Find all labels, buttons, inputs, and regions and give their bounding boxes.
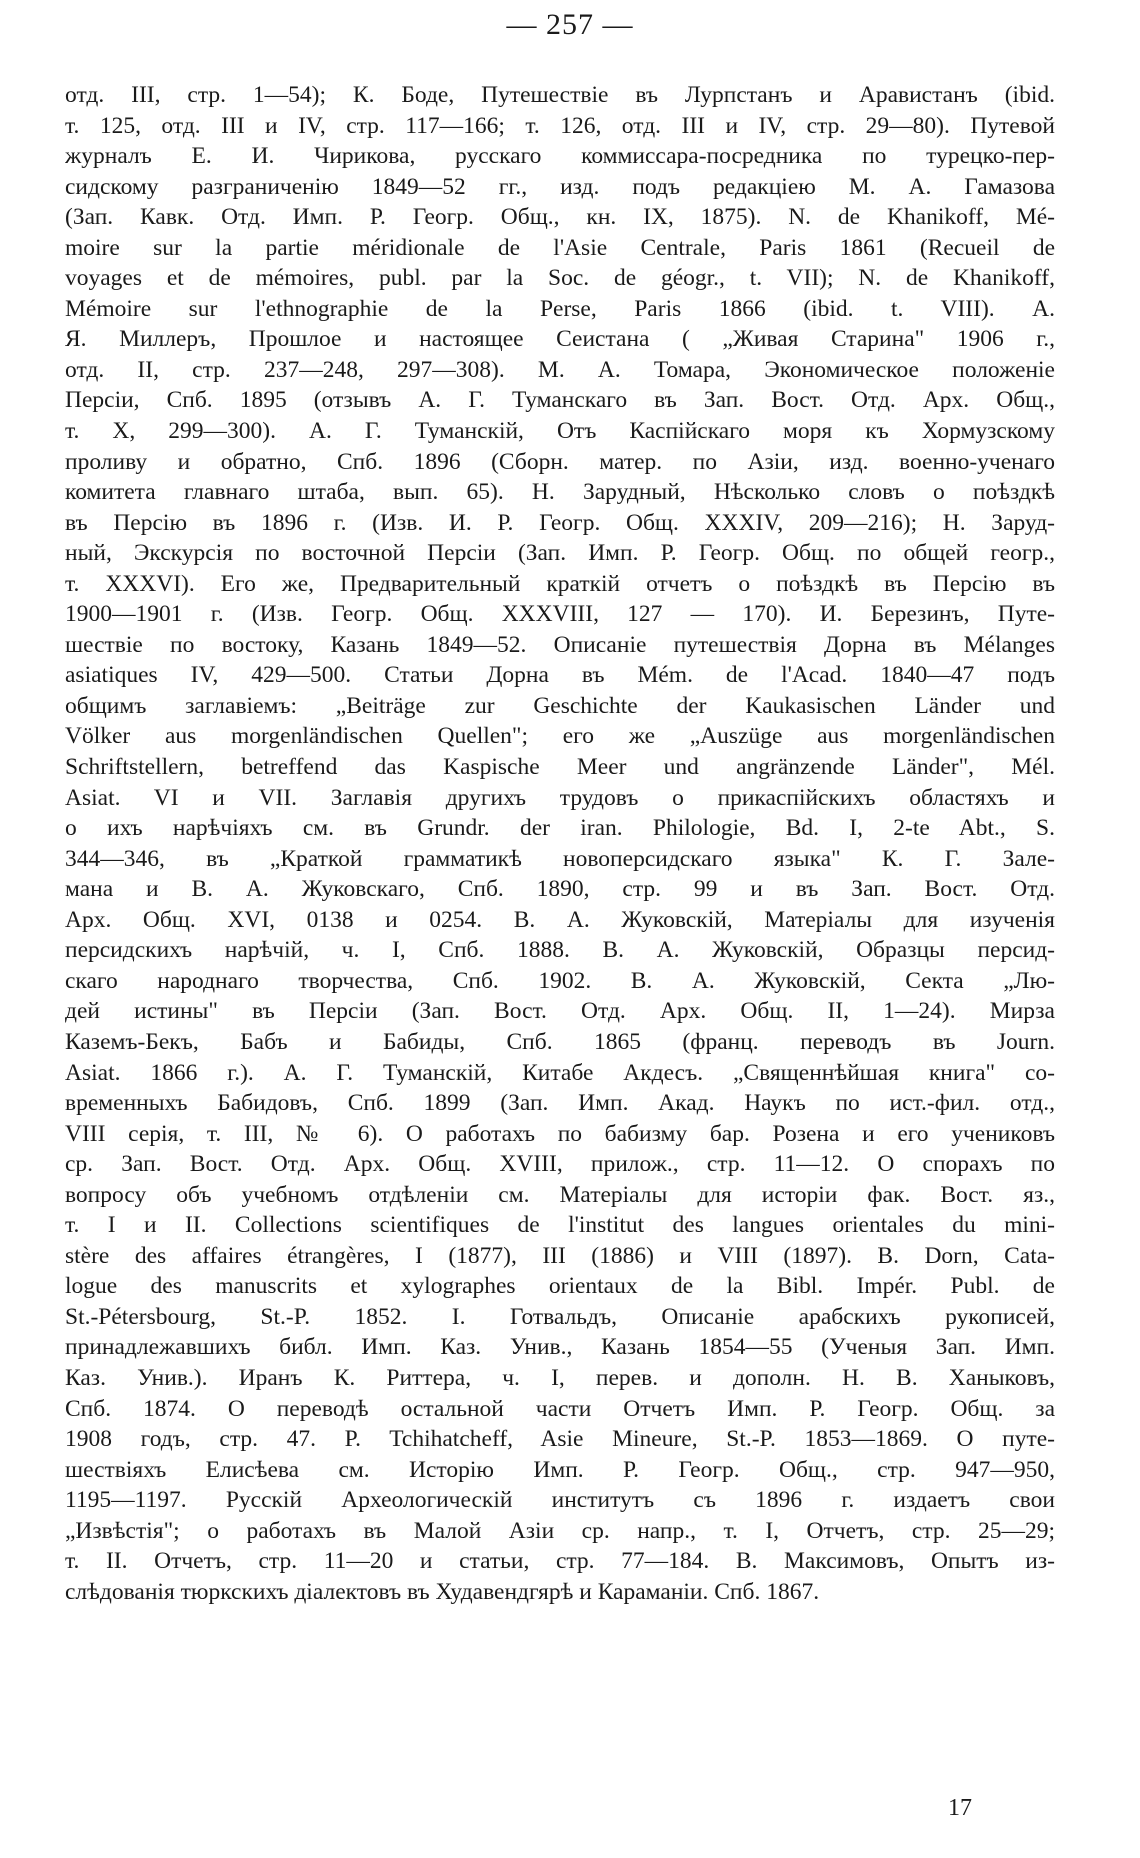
text-line: вопросу объ учебномъ отдѣленіи см. Матеріалы для исторіи фак. Вост. яз., <box>65 1181 1055 1208</box>
text-line: Каземъ-Бекъ, Бабъ и Бабиды, Спб. 1865 (франц. переводъ въ Journ. <box>65 1028 1055 1055</box>
text-line: Я. Миллеръ, Прошлое и настоящее Сеистана ( „Живая Старина" 1906 г., <box>65 326 1055 353</box>
text-line: Каз. Унив.). Иранъ К. Риттера, ч. I, перев. и дополн. Н. В. Ханыковъ, <box>65 1364 1055 1391</box>
text-line: Völker aus morgenländischen Quellen"; его же „Auszüge aus morgenländischen <box>65 723 1055 750</box>
text-line: „Извѣстія"; о работахъ въ Малой Азіи ср. напр., т. I, Отчетъ, стр. 25—29; <box>65 1517 1055 1544</box>
text-line: Asiat. VI и VII. Заглавія другихъ трудовъ о прикаспійскихъ областяхъ и <box>65 784 1055 811</box>
text-line: проливу и обратно, Спб. 1896 (Сборн. матер. по Азіи, изд. военно-ученаго <box>65 448 1055 475</box>
text-line: Asiat. 1866 г.). А. Г. Туманскій, Китабе Акдесъ. „Священнѣйшая книга" со- <box>65 1059 1055 1086</box>
text-line: т. II. Отчетъ, стр. 11—20 и статьи, стр. 77—184. В. Максимовъ, Опытъ из- <box>65 1548 1055 1575</box>
text-line: общимъ заглавіемъ: „Beiträge zur Geschichte der Kaukasischen Länder und <box>65 692 1055 719</box>
text-line: комитета главнаго штаба, вып. 65). Н. Зарудный, Нѣсколько словъ о поѣздкѣ <box>65 479 1055 506</box>
text-line: т. X, 299—300). А. Г. Туманскій, Отъ Каспійскаго моря къ Хормузскому <box>65 418 1055 445</box>
signature-mark: 17 <box>948 1795 972 1821</box>
text-line: дей истины" въ Персіи (Зап. Вост. Отд. Арх. Общ. II, 1—24). Мирза <box>65 998 1055 1025</box>
text-line: 344—346, въ „Краткой грамматикѣ новоперсидскаго языка" К. Г. Зале- <box>65 845 1055 872</box>
text-line: Арх. Общ. XVI, 0138 и 0254. В. А. Жуковскій, Матеріалы для изученія <box>65 906 1055 933</box>
text-line: Спб. 1874. О переводѣ остальной части Отчетъ Имп. Р. Геогр. Общ. за <box>65 1395 1055 1422</box>
text-line: St.-Pétersbourg, St.-P. 1852. I. Готвальдъ, Описаніе арабскихъ рукописей, <box>65 1303 1055 1330</box>
text-line: временныхъ Бабидовъ, Спб. 1899 (Зап. Имп. Акад. Наукъ по ист.-фил. отд., <box>65 1090 1055 1117</box>
text-line: персидскихъ нарѣчій, ч. I, Спб. 1888. В. А. Жуковскій, Образцы персид- <box>65 937 1055 964</box>
text-line: принадлежавшихъ библ. Имп. Каз. Унив., Казань 1854—55 (Ученыя Зап. Имп. <box>65 1334 1055 1361</box>
text-line: Schriftstellern, betreffend das Kaspische Meer und angränzende Länder", Mél. <box>65 754 1055 781</box>
text-line: скаго народнаго творчества, Спб. 1902. В. А. Жуковскій, Секта „Лю- <box>65 967 1055 994</box>
text-line: шествіе по востоку, Казань 1849—52. Описаніе путешествія Дорна въ Mélanges <box>65 631 1055 658</box>
text-line: т. XXXVI). Его же, Предварительный краткій отчетъ о поѣздкѣ въ Персію въ <box>65 570 1055 597</box>
text-line: VIII серія, т. III, № 6). О работахъ по бабизму бар. Розена и его учениковъ <box>65 1120 1055 1147</box>
text-line: т. 125, отд. III и IV, стр. 117—166; т. 126, отд. III и IV, стр. 29—80). Путевой <box>65 112 1055 139</box>
text-line: ный, Экскурсія по восточной Персіи (Зап. Имп. Р. Геогр. Общ. по общей геогр., <box>65 540 1055 567</box>
text-line: сидскому разграниченію 1849—52 гг., изд. подъ редакціею М. А. Гамазова <box>65 173 1055 200</box>
text-line: (Зап. Кавк. Отд. Имп. Р. Геогр. Общ., кн. IX, 1875). N. de Khanikoff, Mé- <box>65 204 1055 231</box>
bibliography-text <box>65 80 1055 1607</box>
text-line: отд. II, стр. 237—248, 297—308). М. А. Томара, Экономическое положеніе <box>65 356 1055 383</box>
text-line: logue des manuscrits et xylographes orientaux de la Bibl. Impér. Publ. de <box>65 1273 1055 1300</box>
text-line: мана и В. А. Жуковскаго, Спб. 1890, стр. 99 и въ Зап. Вост. Отд. <box>65 876 1055 903</box>
text-line: stère des affaires étrangères, I (1877), III (1886) и VIII (1897). B. Dorn, Cata- <box>65 1242 1055 1269</box>
text-line: voyages et de mémoires, publ. par la Soc. de géogr., t. VII); N. de Khanikoff, <box>65 265 1055 292</box>
text-line: Mémoire sur l'ethnographie de la Perse, Paris 1866 (ibid. t. VIII). А. <box>65 295 1055 322</box>
text-line: въ Персію въ 1896 г. (Изв. И. Р. Геогр. Общ. XXXIV, 209—216); Н. Заруд- <box>65 509 1055 536</box>
text-line: шествіяхъ Елисѣева см. Исторію Имп. Р. Геогр. Общ., стр. 947—950, <box>65 1456 1055 1483</box>
text-line: 1908 годъ, стр. 47. P. Tchihatcheff, Asie Mineure, St.-P. 1853—1869. О путе- <box>65 1426 1055 1453</box>
text-line: 1195—1197. Русскій Археологическій институтъ съ 1896 г. издаетъ свои <box>65 1487 1055 1514</box>
page-number: — 257 — <box>506 8 634 41</box>
text-line: т. I и II. Collections scientifiques de l'institut des langues orientales du mini- <box>65 1212 1055 1239</box>
text-line: asiatiques IV, 429—500. Статьи Дорна въ Mém. de l'Acad. 1840—47 подъ <box>65 662 1055 689</box>
text-line: Персіи, Спб. 1895 (отзывъ А. Г. Туманскаго въ Зап. Вост. Отд. Арх. Общ., <box>65 387 1055 414</box>
text-line: о ихъ нарѣчіяхъ см. въ Grundr. der iran. Philologie, Bd. I, 2-te Abt., S. <box>65 815 1055 842</box>
text-line: слѣдованія тюркскихъ діалектовъ въ Худавендгярѣ и Караманіи. Спб. 1867. <box>65 1578 820 1605</box>
text-line: ср. Зап. Вост. Отд. Арх. Общ. XVIII, прилож., стр. 11—12. О спорахъ по <box>65 1151 1055 1178</box>
text-line: 1900—1901 г. (Изв. Геогр. Общ. XXXVIII, 127 — 170). И. Березинъ, Путе- <box>65 601 1055 628</box>
text-line: журналъ Е. И. Чирикова, русскаго коммиссара-посредника по турецко-пер- <box>65 143 1055 170</box>
text-line: moire sur la partie méridionale de l'Asie Centrale, Paris 1861 (Recueil de <box>65 234 1055 261</box>
text-line: отд. III, стр. 1—54); К. Боде, Путешествіе въ Лурпстанъ и Аравистанъ (ibid. <box>65 82 1055 108</box>
